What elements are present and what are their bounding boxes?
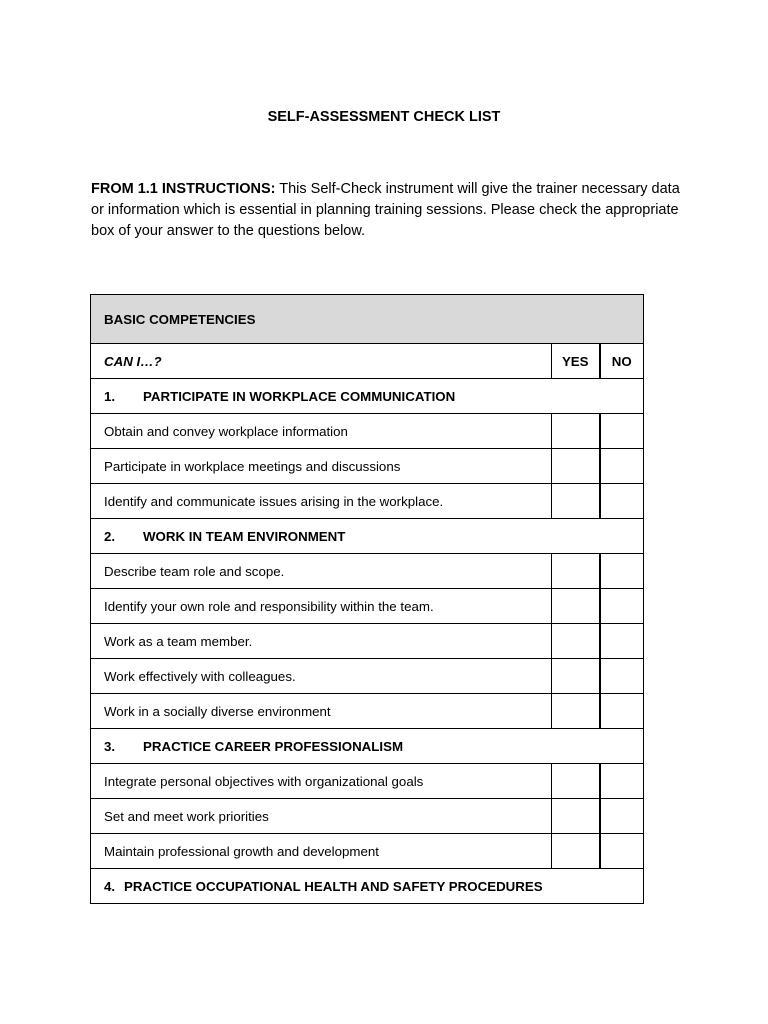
competency-row [91,834,644,869]
no-checkbox-cell[interactable] [600,589,644,624]
yes-checkbox-cell[interactable] [552,764,600,799]
section-number: 1. [104,388,116,404]
competency-row [91,764,644,799]
competency-row [91,659,644,694]
no-checkbox-cell[interactable] [600,449,644,484]
no-column-header: NO [600,344,644,379]
can-i-label: CAN I…? [91,344,552,379]
competency-text: Work effectively with colleagues. [91,659,552,694]
competency-row [91,694,644,729]
section-row [91,869,644,904]
section-row [91,519,644,554]
column-header-row [91,344,644,379]
competency-text: Set and meet work priorities [91,799,552,834]
no-checkbox-cell[interactable] [600,694,644,729]
yes-checkbox-cell[interactable] [552,589,600,624]
competency-text: Participate in workplace meetings and discussions [91,449,552,484]
section-title: PRACTICE CAREER PROFESSIONALISM [143,738,404,754]
section-number: 2. [104,528,116,544]
competency-row [91,624,644,659]
instructions-label: FROM 1.1 INSTRUCTIONS: [91,181,276,197]
section-title: PARTICIPATE IN WORKPLACE COMMUNICATION [143,388,456,404]
section-row [91,379,644,414]
section-number: 4. [104,878,116,894]
no-checkbox-cell[interactable] [600,554,644,589]
competency-text: Work in a socially diverse environment [91,694,552,729]
yes-checkbox-cell[interactable] [552,484,600,519]
table-header-row [91,295,644,344]
yes-checkbox-cell[interactable] [552,659,600,694]
competency-row [91,554,644,589]
yes-checkbox-cell[interactable] [552,694,600,729]
competency-text: Describe team role and scope. [91,554,552,589]
yes-checkbox-cell[interactable] [552,799,600,834]
competency-text: Obtain and convey workplace information [91,414,552,449]
no-checkbox-cell[interactable] [600,484,644,519]
section-title: WORK IN TEAM ENVIRONMENT [143,528,346,544]
yes-checkbox-cell[interactable] [552,624,600,659]
section-title: PRACTICE OCCUPATIONAL HEALTH AND SAFETY PROCEDURES [124,878,543,894]
instructions [91,179,681,242]
basic-competencies-header: BASIC COMPETENCIES [91,295,644,344]
yes-column-header: YES [552,344,600,379]
no-checkbox-cell[interactable] [600,764,644,799]
competency-checklist-table [90,294,644,904]
section-row [91,729,644,764]
no-checkbox-cell[interactable] [600,624,644,659]
competency-row [91,449,644,484]
section-title-cell [91,379,644,414]
competency-text: Work as a team member. [91,624,552,659]
competency-text: Identify and communicate issues arising in the workplace. [91,484,552,519]
yes-checkbox-cell[interactable] [552,449,600,484]
yes-checkbox-cell[interactable] [552,414,600,449]
no-checkbox-cell[interactable] [600,659,644,694]
section-title-cell [91,869,644,904]
section-title-cell [91,519,644,554]
page-title: SELF-ASSESSMENT CHECK LIST [267,109,501,125]
section-number: 3. [104,738,116,754]
instructions-text: This Self-Check instrument will give the trainer necessary data or information which is essential in planning training sessions. Please check the appropriate box of your answer to the questions below. [91,181,680,239]
competency-text: Identify your own role and responsibility within the team. [91,589,552,624]
yes-checkbox-cell[interactable] [552,554,600,589]
no-checkbox-cell[interactable] [600,414,644,449]
competency-row [91,484,644,519]
competency-row [91,799,644,834]
no-checkbox-cell[interactable] [600,834,644,869]
competency-row [91,414,644,449]
competency-row [91,589,644,624]
no-checkbox-cell[interactable] [600,799,644,834]
section-title-cell [91,729,644,764]
yes-checkbox-cell[interactable] [552,834,600,869]
competency-text: Maintain professional growth and development [91,834,552,869]
competency-text: Integrate personal objectives with organizational goals [91,764,552,799]
